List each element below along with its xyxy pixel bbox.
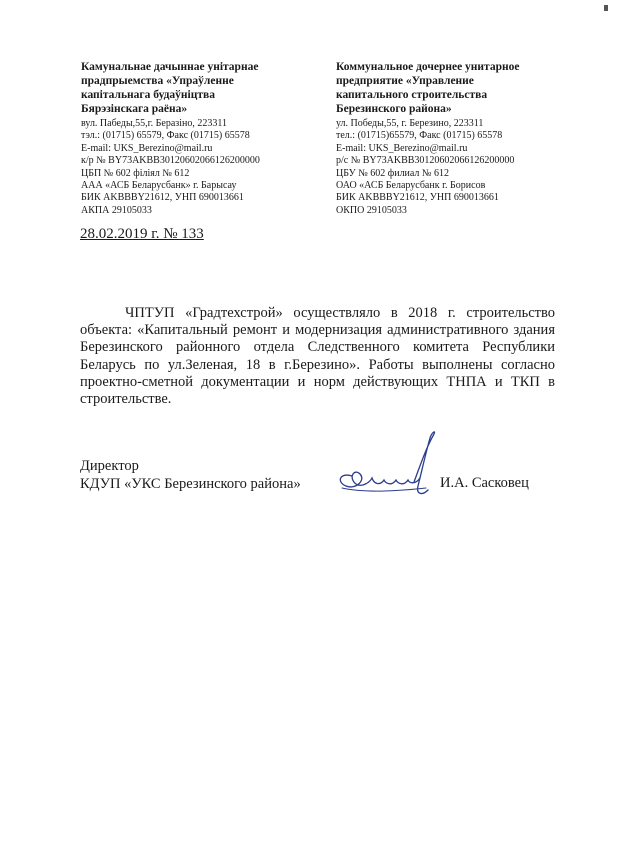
branch-line: ЦБУ № 602 филиал № 612 [336, 167, 449, 179]
position-line-director: Директор [80, 458, 139, 474]
letter-body: ЧПТУП «Градтехстрой» осуществляло в 2018 г. строительство объекта: «Капитальный ремонт и модернизация административного здания Березинского районного отдела Следственного комитета Республики Беларусь по ул.Зеленая, 18 в г.Березино». Работы выполнены согласно проектно-сметной документации и норм действующих ТНПА и ТКП в строительстве. [80, 305, 555, 408]
okpo-line: ОКПО 29105033 [336, 204, 407, 216]
bic-line: БИК AKBBBY21612, УНП 690013661 [336, 192, 499, 204]
document-date-number: 28.02.2019 г. № 133 [80, 226, 204, 242]
address-line: вул. Пабеды,55,г. Беразіно, 223311 [81, 118, 227, 129]
header-left-belarusian [81, 60, 331, 217]
account-line: к/р № BY73AKBB30120602066126200000 [81, 155, 260, 167]
okpo-line: АКПА 29105033 [81, 204, 152, 216]
header-right-russian [336, 60, 586, 217]
org-name-russian: Коммунальное дочернее унитарное предприятие «Управление капитального строительства Березинского района» [336, 61, 520, 115]
position-line-organization: КДУП «УКС Березинского района» [80, 476, 301, 492]
phone-line: тел.: (01715)65579, Факс (01715) 65578 [336, 130, 503, 142]
signatory-name: И.А. Сасковец [440, 475, 529, 491]
bic-line: БИК AKBBBY21612, УНП 690013661 [81, 192, 244, 204]
handwritten-signature [330, 426, 445, 506]
org-name-belarusian: Камунальнае дачыннае унітарнае прадпрыемства «Упраўленне капітальнага будаўніцтва Бярэзінскага раёна» [81, 61, 259, 115]
address-line: ул. Победы,55, г. Березино, 223311 [336, 118, 484, 129]
email-line: E-mail: UKS_Berezino@mail.ru [81, 142, 213, 154]
bank-line: ОАО «АСБ Беларусбанк г. Борисов [336, 180, 486, 192]
phone-line: тэл.: (01715) 65579, Факс (01715) 65578 [81, 130, 250, 142]
signatory-position [80, 457, 301, 493]
branch-line: ЦБП № 602 філіял № 612 [81, 167, 190, 179]
bank-line: ААА «АСБ Беларусбанк» г. Барысау [81, 180, 237, 192]
scan-artifact [604, 5, 608, 11]
email-line: E-mail: UKS_Berezino@mail.ru [336, 142, 468, 154]
account-line: р/с № BY73AKBB30120602066126200000 [336, 155, 515, 167]
